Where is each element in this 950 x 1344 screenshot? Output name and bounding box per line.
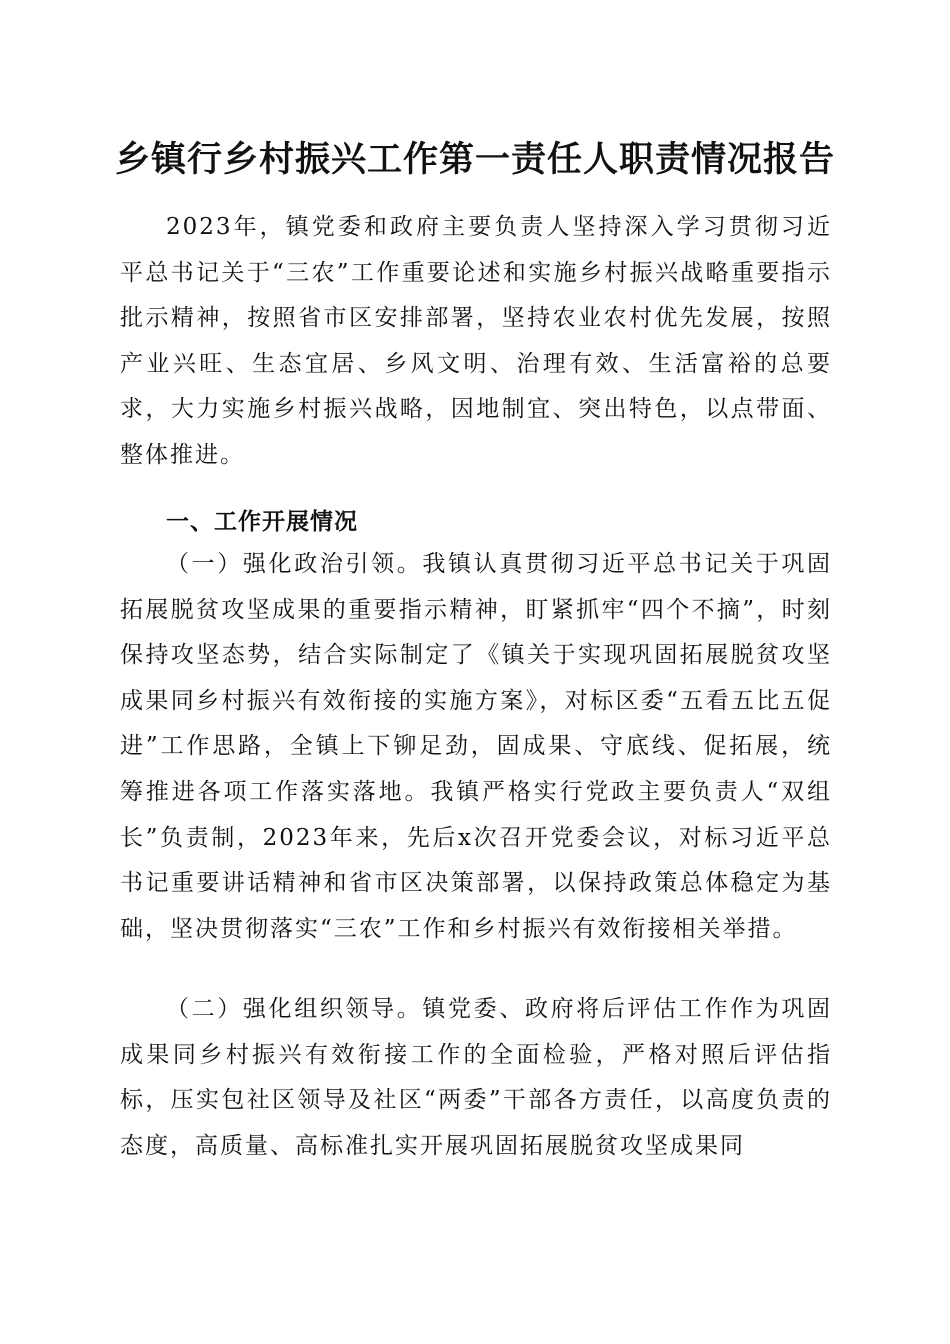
paragraph-political-leadership — [120, 542, 832, 952]
paragraph-organizational-leadership — [120, 987, 832, 1169]
intro-paragraph: 2023年，镇党委和政府主要负责人坚持深入学习贯彻习近平总书记关于“三农”工作重要论述和实施乡村振兴战略重要指示批示精神，按照省市区安排部署，坚持农业农村优先发展，按照产业兴旺、生态宜居、乡风文明、治理有效、生活富裕的总要求，大力实施乡村振兴战略，因地制宜、突出特色，以点带面、整体推进。 — [120, 214, 832, 468]
paragraph-body-political: 我镇认真贯彻习近平总书记关于巩固拓展脱贫攻坚成果的重要指示精神，盯紧抓牢“四个不摘”，时刻保持攻坚态势，结合实际制定了《镇关于实现巩固拓展脱贫攻坚成果同乡村振兴有效衔接的实施方案》，对标区委“五看五比五促进”工作思路，全镇上下铆足劲，固成果、守底线、促拓展，统筹推进各项工作落实落地。我镇严格实行党政主要负责人“双组长”负责制，2023年来，先后x次召开党委会议，对标习近平总书记重要讲话精神和省市区决策部署，以保持政策总体稳定为基础，坚决贯彻落实“三农”工作和乡村振兴有效衔接相关举措。 — [120, 551, 833, 942]
paragraph-body-organizational: 镇党委、政府将后评估工作作为巩固成果同乡村振兴有效衔接工作的全面检验，严格对照后评估指标，压实包社区领导及社区“两委”干部各方责任，以高度负责的态度，高质量、高标准扎实开展巩固拓展脱贫攻坚成果同 — [120, 996, 833, 1159]
document-title: 乡镇行乡村振兴工作第一责任人职责情况报告 — [114, 139, 835, 180]
section-heading-work-status: 一、工作开展情况 — [166, 509, 358, 535]
paragraph-lead-political: （一）强化政治引领。 — [166, 551, 423, 577]
paragraph-lead-organizational: （二）强化组织领导。 — [166, 996, 423, 1022]
